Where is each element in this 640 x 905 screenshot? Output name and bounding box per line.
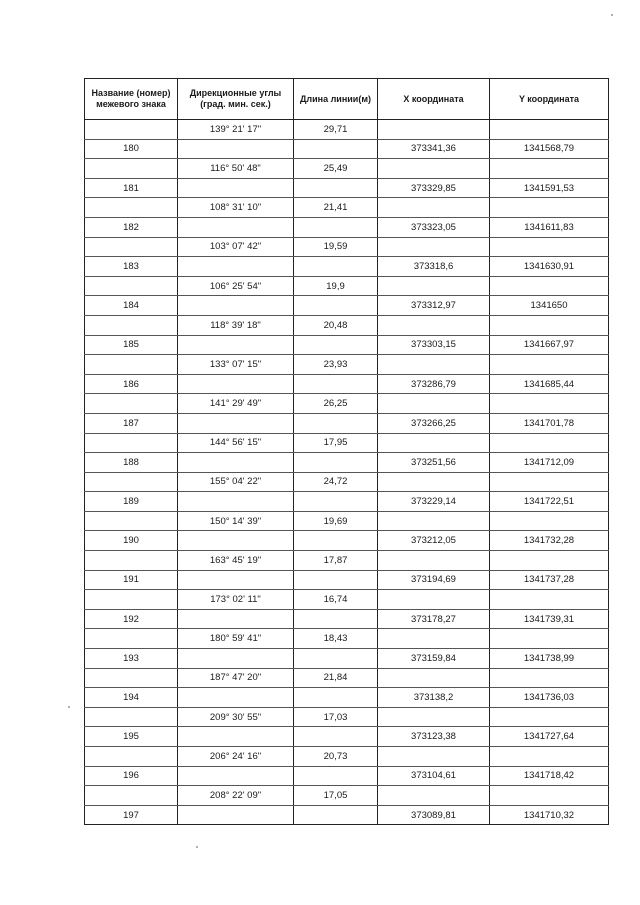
segment-row [85, 237, 609, 257]
point-length-cell [294, 531, 378, 551]
segment-row [85, 433, 609, 453]
point-x: 373329,85 [378, 178, 490, 198]
segment-y-cell [490, 198, 609, 218]
point-angle-cell [178, 296, 294, 316]
header-angle: Дирекционные углы (град. мин. сек.) [178, 79, 294, 120]
boundary-coordinates-table [84, 78, 609, 825]
point-y: 1341737,28 [490, 570, 609, 590]
point-length-cell [294, 688, 378, 708]
segment-x-cell [378, 747, 490, 767]
point-row [85, 609, 609, 629]
point-row [85, 217, 609, 237]
point-angle-cell [178, 178, 294, 198]
segment-length: 19,69 [294, 511, 378, 531]
segment-x-cell [378, 472, 490, 492]
segment-y-cell [490, 629, 609, 649]
point-row [85, 649, 609, 669]
point-row [85, 335, 609, 355]
point-angle-cell [178, 335, 294, 355]
segment-name-cell [85, 394, 178, 414]
segment-row [85, 355, 609, 375]
segment-y-cell [490, 355, 609, 375]
segment-name-cell [85, 786, 178, 806]
segment-y-cell [490, 786, 609, 806]
point-row [85, 492, 609, 512]
segment-angle: 116° 50' 48" [178, 159, 294, 179]
point-name: 192 [85, 609, 178, 629]
point-y: 1341701,78 [490, 413, 609, 433]
segment-angle: 155° 04' 22" [178, 472, 294, 492]
point-row [85, 296, 609, 316]
point-x: 373229,14 [378, 492, 490, 512]
header-row [85, 79, 609, 120]
point-angle-cell [178, 570, 294, 590]
segment-y-cell [490, 747, 609, 767]
point-name: 185 [85, 335, 178, 355]
point-length-cell [294, 257, 378, 277]
scan-speck [196, 846, 198, 848]
segment-row [85, 668, 609, 688]
point-angle-cell [178, 217, 294, 237]
point-length-cell [294, 570, 378, 590]
point-name: 190 [85, 531, 178, 551]
point-row [85, 413, 609, 433]
point-x: 373323,05 [378, 217, 490, 237]
segment-y-cell [490, 394, 609, 414]
segment-length: 17,95 [294, 433, 378, 453]
point-row [85, 570, 609, 590]
segment-y-cell [490, 159, 609, 179]
point-angle-cell [178, 649, 294, 669]
segment-name-cell [85, 707, 178, 727]
point-angle-cell [178, 257, 294, 277]
point-y: 1341738,99 [490, 649, 609, 669]
segment-name-cell [85, 237, 178, 257]
scan-speck [611, 14, 613, 16]
point-y: 1341591,53 [490, 178, 609, 198]
segment-x-cell [378, 237, 490, 257]
segment-y-cell [490, 315, 609, 335]
segment-x-cell [378, 511, 490, 531]
segment-x-cell [378, 629, 490, 649]
point-angle-cell [178, 492, 294, 512]
point-x: 373341,36 [378, 139, 490, 159]
point-length-cell [294, 727, 378, 747]
segment-angle: 118° 39' 18" [178, 315, 294, 335]
point-angle-cell [178, 609, 294, 629]
segment-name-cell [85, 668, 178, 688]
segment-length: 20,73 [294, 747, 378, 767]
segment-length: 24,72 [294, 472, 378, 492]
segment-row [85, 159, 609, 179]
segment-y-cell [490, 551, 609, 571]
segment-name-cell [85, 159, 178, 179]
point-y: 1341732,28 [490, 531, 609, 551]
segment-x-cell [378, 159, 490, 179]
segment-name-cell [85, 590, 178, 610]
segment-row [85, 315, 609, 335]
point-y: 1341611,83 [490, 217, 609, 237]
point-y: 1341685,44 [490, 374, 609, 394]
point-y: 1341718,42 [490, 766, 609, 786]
segment-name-cell [85, 629, 178, 649]
segment-length: 21,41 [294, 198, 378, 218]
point-y: 1341630,91 [490, 257, 609, 277]
point-name: 193 [85, 649, 178, 669]
segment-angle: 103° 07' 42" [178, 237, 294, 257]
segment-x-cell [378, 433, 490, 453]
segment-name-cell [85, 747, 178, 767]
point-x: 373318,6 [378, 257, 490, 277]
point-x: 373303,15 [378, 335, 490, 355]
segment-row [85, 786, 609, 806]
segment-angle: 163° 45' 19" [178, 551, 294, 571]
header-length: Длина линии(м) [294, 79, 378, 120]
segment-row [85, 511, 609, 531]
point-row [85, 178, 609, 198]
segment-length: 17,03 [294, 707, 378, 727]
segment-length: 16,74 [294, 590, 378, 610]
segment-name-cell [85, 198, 178, 218]
point-y: 1341722,51 [490, 492, 609, 512]
segment-length: 29,71 [294, 120, 378, 140]
segment-row [85, 120, 609, 140]
point-y: 1341727,64 [490, 727, 609, 747]
segment-name-cell [85, 472, 178, 492]
segment-angle: 173° 02' 11" [178, 590, 294, 610]
segment-angle: 144° 56' 15" [178, 433, 294, 453]
table-body [85, 120, 609, 825]
header-name: Название (номер) межевого знака [85, 79, 178, 120]
scan-speck [68, 706, 70, 708]
segment-x-cell [378, 551, 490, 571]
point-name: 181 [85, 178, 178, 198]
segment-x-cell [378, 394, 490, 414]
segment-x-cell [378, 590, 490, 610]
segment-row [85, 629, 609, 649]
segment-y-cell [490, 237, 609, 257]
point-y: 1341712,09 [490, 453, 609, 473]
segment-x-cell [378, 355, 490, 375]
point-length-cell [294, 374, 378, 394]
segment-length: 26,25 [294, 394, 378, 414]
segment-row [85, 394, 609, 414]
point-angle-cell [178, 453, 294, 473]
header-x: X координата [378, 79, 490, 120]
point-angle-cell [178, 766, 294, 786]
point-name: 187 [85, 413, 178, 433]
segment-angle: 108° 31' 10" [178, 198, 294, 218]
point-x: 373212,05 [378, 531, 490, 551]
point-length-cell [294, 335, 378, 355]
segment-name-cell [85, 511, 178, 531]
segment-angle: 206° 24' 16" [178, 747, 294, 767]
point-x: 373123,38 [378, 727, 490, 747]
point-y: 1341667,97 [490, 335, 609, 355]
segment-length: 18,43 [294, 629, 378, 649]
segment-row [85, 747, 609, 767]
point-name: 182 [85, 217, 178, 237]
point-row [85, 374, 609, 394]
segment-y-cell [490, 668, 609, 688]
point-length-cell [294, 492, 378, 512]
point-x: 373159,84 [378, 649, 490, 669]
segment-y-cell [490, 120, 609, 140]
point-length-cell [294, 453, 378, 473]
point-name: 188 [85, 453, 178, 473]
point-x: 373266,25 [378, 413, 490, 433]
point-y: 1341710,32 [490, 805, 609, 825]
segment-name-cell [85, 551, 178, 571]
segment-length: 20,48 [294, 315, 378, 335]
point-y: 1341736,03 [490, 688, 609, 708]
segment-length: 17,87 [294, 551, 378, 571]
point-x: 373178,27 [378, 609, 490, 629]
segment-angle: 208° 22' 09" [178, 786, 294, 806]
point-name: 196 [85, 766, 178, 786]
point-y: 1341739,31 [490, 609, 609, 629]
segment-y-cell [490, 276, 609, 296]
segment-y-cell [490, 511, 609, 531]
point-x: 373138,2 [378, 688, 490, 708]
point-name: 189 [85, 492, 178, 512]
header-y: Y координата [490, 79, 609, 120]
segment-row [85, 276, 609, 296]
point-length-cell [294, 609, 378, 629]
point-length-cell [294, 649, 378, 669]
point-name: 194 [85, 688, 178, 708]
point-name: 191 [85, 570, 178, 590]
point-y: 1341650 [490, 296, 609, 316]
point-name: 180 [85, 139, 178, 159]
segment-x-cell [378, 707, 490, 727]
point-length-cell [294, 139, 378, 159]
point-row [85, 805, 609, 825]
point-x: 373194,69 [378, 570, 490, 590]
point-angle-cell [178, 374, 294, 394]
segment-length: 21,84 [294, 668, 378, 688]
point-name: 186 [85, 374, 178, 394]
point-length-cell [294, 805, 378, 825]
point-angle-cell [178, 727, 294, 747]
point-length-cell [294, 217, 378, 237]
point-length-cell [294, 766, 378, 786]
point-row [85, 453, 609, 473]
point-name: 184 [85, 296, 178, 316]
segment-name-cell [85, 276, 178, 296]
segment-angle: 133° 07' 15" [178, 355, 294, 375]
point-angle-cell [178, 413, 294, 433]
segment-angle: 139° 21' 17" [178, 120, 294, 140]
segment-name-cell [85, 120, 178, 140]
segment-length: 17,05 [294, 786, 378, 806]
point-angle-cell [178, 531, 294, 551]
segment-y-cell [490, 707, 609, 727]
point-row [85, 139, 609, 159]
segment-x-cell [378, 668, 490, 688]
point-row [85, 766, 609, 786]
segment-angle: 106° 25' 54" [178, 276, 294, 296]
point-name: 183 [85, 257, 178, 277]
segment-angle: 209° 30' 55" [178, 707, 294, 727]
segment-angle: 150° 14' 39" [178, 511, 294, 531]
point-row [85, 257, 609, 277]
point-length-cell [294, 296, 378, 316]
segment-x-cell [378, 120, 490, 140]
segment-angle: 180° 59' 41" [178, 629, 294, 649]
segment-x-cell [378, 198, 490, 218]
point-row [85, 531, 609, 551]
point-name: 197 [85, 805, 178, 825]
table-header [85, 79, 609, 120]
segment-x-cell [378, 786, 490, 806]
segment-angle: 141° 29' 49" [178, 394, 294, 414]
point-length-cell [294, 413, 378, 433]
point-x: 373089,81 [378, 805, 490, 825]
segment-y-cell [490, 433, 609, 453]
segment-name-cell [85, 355, 178, 375]
segment-row [85, 590, 609, 610]
point-angle-cell [178, 688, 294, 708]
segment-x-cell [378, 315, 490, 335]
segment-row [85, 198, 609, 218]
segment-length: 25,49 [294, 159, 378, 179]
point-x: 373104,61 [378, 766, 490, 786]
segment-name-cell [85, 315, 178, 335]
segment-row [85, 707, 609, 727]
point-y: 1341568,79 [490, 139, 609, 159]
segment-angle: 187° 47' 20" [178, 668, 294, 688]
point-angle-cell [178, 139, 294, 159]
segment-length: 19,59 [294, 237, 378, 257]
point-x: 373251,56 [378, 453, 490, 473]
point-angle-cell [178, 805, 294, 825]
segment-y-cell [490, 590, 609, 610]
point-row [85, 688, 609, 708]
segment-length: 19,9 [294, 276, 378, 296]
point-x: 373312,97 [378, 296, 490, 316]
segment-row [85, 551, 609, 571]
segment-x-cell [378, 276, 490, 296]
segment-name-cell [85, 433, 178, 453]
point-name: 195 [85, 727, 178, 747]
segment-row [85, 472, 609, 492]
point-x: 373286,79 [378, 374, 490, 394]
point-length-cell [294, 178, 378, 198]
segment-y-cell [490, 472, 609, 492]
segment-length: 23,93 [294, 355, 378, 375]
point-row [85, 727, 609, 747]
